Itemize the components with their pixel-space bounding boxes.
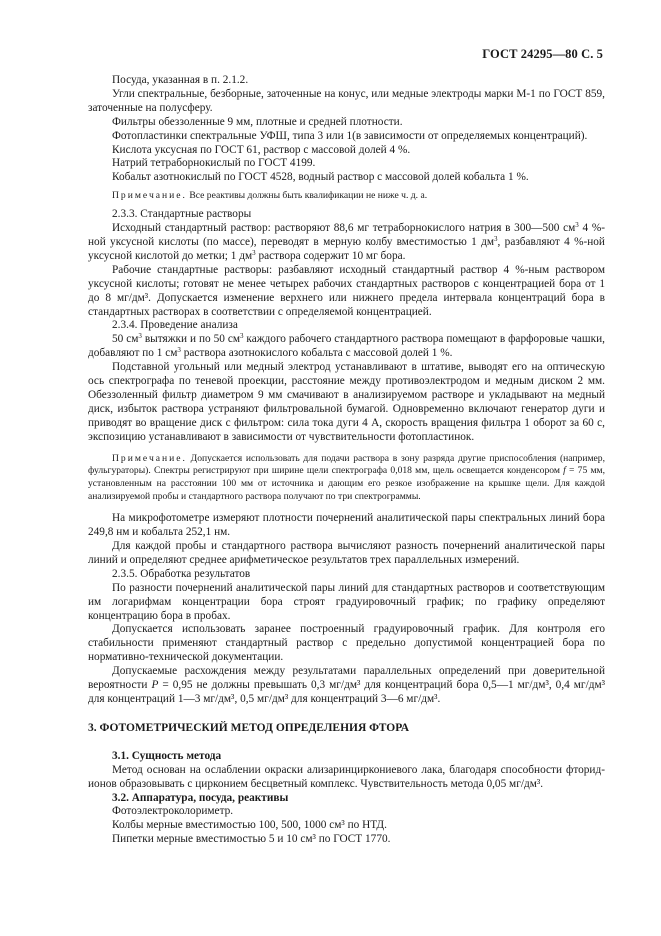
note-text: Допускается использовать для подачи раствора в зону разряда другие приспособления (например, фульгураторы). Спектры регистрируют при ширине щели спектрографа 0,018 мм, щель освещается конденсором bbox=[88, 452, 605, 477]
text-run: 4 %-ной уксусной кислоты (по массе), переводят в мерную колбу вместимостью 1 дм bbox=[88, 222, 605, 248]
text-run: , разбавляют 4 %-ной уксусной кислотой до метки; 1 дм bbox=[88, 235, 605, 262]
paragraph: Рабочие стандартные растворы: разбавляют исходный стандартный раствор 4 %-ным раствором уксусной кислоты; готовят не менее четырех рабочих стандартных растворов с концентрацией бора от 1 до 8 мг/дм³. Допускается изменение верхнего или нижнего предела интервала концентраций бора в стандартных растворах в соответствии с определяемой концентрацией. bbox=[88, 263, 605, 318]
superscript: 3 bbox=[138, 332, 142, 341]
paragraph bbox=[88, 222, 605, 264]
section-title: 2.3.3. Стандартные растворы bbox=[112, 208, 252, 221]
paragraph: По разности почернений аналитической пары линий для стандартных растворов и соответствующим им логарифмам концентрации бора строят градуировочный график; по графику определяют концентрацию бора в пробах. bbox=[88, 581, 605, 622]
superscript: 3 bbox=[494, 234, 498, 243]
note-symbol: f bbox=[563, 465, 566, 477]
text-run: = 0,95 не должны превышать 0,3 мг/дм³ для концентраций бора 0,5—1 мг/дм³, 0,4 мг/дм³ для концентраций 1—3 мг/дм³, 0,5 мг/дм³ для концентраций 3—6 мг/дм³. bbox=[88, 679, 605, 705]
section-title: 2.3.4. Проведение анализа bbox=[112, 319, 238, 332]
note-text: Все реактивы должны быть квалификации не ниже ч. д. а. bbox=[186, 190, 428, 202]
page-header: ГОСТ 24295—80 С. 5 bbox=[482, 47, 603, 61]
paragraph: Натрий тетраборнокислый по ГОСТ 4199. bbox=[112, 157, 316, 170]
symbol: P bbox=[151, 679, 159, 692]
note bbox=[88, 453, 605, 505]
section-title: 2.3.5. Обработка результатов bbox=[112, 567, 251, 580]
paragraph bbox=[88, 665, 605, 707]
paragraph: Посуда, указанная в п. 2.1.2. bbox=[112, 74, 249, 86]
paragraph: Подставной угольный или медный электрод устанавливают в штативе, выводят его на оптическую ось спектрографа по теневой проекции, расстояние между противоэлектродом и медным диском 2 мм. Обеззоленный фильтр диаметром 9 мм смачивают в анализируемом растворе и укладывают на медный диск, избыток раствора устраняют фильтровальной бумагой. Одновременно включают генератор дуги и приводят во вращение диск с фильтром: сила тока дуги 4 А, скорость вращения фильтра 1 оборот за 60 с, экспозицию устанавливают в зависимости от чувствительности фотопластинок. bbox=[88, 361, 605, 443]
paragraph: На микрофотометре измеряют плотности почернений аналитической пары спектральных линий бора 249,8 нм и кобальта 252,1 нм. bbox=[88, 512, 605, 539]
text-run: вытяжки и по 50 см bbox=[141, 333, 240, 346]
text-run: Исходный стандартный раствор: растворяют 88,6 мг тетраборнокислого натрия в 300—500 см bbox=[112, 222, 576, 235]
paragraph: Кислота уксусная по ГОСТ 61, раствор с массовой долей 4 %. bbox=[112, 143, 411, 156]
subsection-title: 3.2. Аппаратура, посуда, реактивы bbox=[112, 791, 289, 804]
paragraph: Фильтры обеззоленные 9 мм, плотные и средней плотности. bbox=[112, 115, 403, 128]
text-run: раствора содержит 10 мг бора. bbox=[255, 249, 406, 262]
paragraph: Угли спектральные, безборные, заточенные на конус, или медные электроды марки М-1 по ГОСТ 859, заточенные на полусферу. bbox=[88, 87, 605, 114]
note bbox=[88, 190, 605, 203]
text-run: каждого рабочего стандартного раствора помещают в фарфоровые чашки, добавляют по 1 см bbox=[88, 333, 605, 360]
paragraph: Колбы мерные вместимостью 100, 500, 1000 см³ по НТД. bbox=[112, 819, 387, 832]
paragraph: Фотоэлектроколориметр. bbox=[112, 805, 234, 818]
text-run: раствора азотнокислого кобальта с массовой долей 1 %. bbox=[180, 347, 453, 360]
note-text: = 75 мм, установленным на расстоянии 100 мм от источника и дающим его резкое изображение на крышке щели. Для каждой анализируемой пробы и стандартного раствора получают по три спектрограммы. bbox=[88, 465, 605, 503]
text-run: 50 см bbox=[112, 333, 139, 346]
note-label: Примечание. bbox=[112, 452, 187, 464]
paragraph: Для каждой пробы и стандартного раствора вычисляют разность почернений аналитической пары линий и определяют среднее арифметическое результатов трех параллельных измерений. bbox=[88, 540, 605, 566]
paragraph bbox=[88, 333, 605, 361]
document-body bbox=[88, 74, 605, 847]
paragraph: Пипетки мерные вместимостью 5 и 10 см³ по ГОСТ 1770. bbox=[112, 833, 391, 846]
chapter-heading: 3. ФОТОМЕТРИЧЕСКИЙ МЕТОД ОПРЕДЕЛЕНИЯ ФТОРА bbox=[88, 721, 410, 734]
note-label: Примечание. bbox=[112, 190, 187, 202]
text-run: Допускаемые расхождения между результатами параллельных определений при доверительной вероятности bbox=[88, 665, 605, 692]
paragraph: Фотопластинки спектральные УФШ, типа 3 или 1(в зависимости от определяемых концентраций). bbox=[112, 129, 588, 142]
paragraph: Кобальт азотнокислый по ГОСТ 4528, водный раствор с массовой долей кобальта 1 %. bbox=[112, 171, 529, 184]
superscript: 3 bbox=[575, 221, 579, 230]
superscript: 3 bbox=[177, 346, 181, 355]
superscript: 3 bbox=[252, 248, 256, 257]
superscript: 3 bbox=[239, 332, 244, 341]
paragraph: Метод основан на ослаблении окраски ализаринциркониевого лака, благодаря способности фторид-ионов образовывать с цирконием бесцветный комплекс. Чувствительность метода 0,05 мг/дм³. bbox=[88, 763, 605, 790]
subsection-title: 3.1. Сущность метода bbox=[112, 749, 222, 762]
paragraph: Допускается использовать заранее построенный градуировочный график. Для контроля его стабильности применяют стандартный раствор с предельно допустимой концентрацией бора по нормативно-технической документации. bbox=[88, 623, 605, 664]
